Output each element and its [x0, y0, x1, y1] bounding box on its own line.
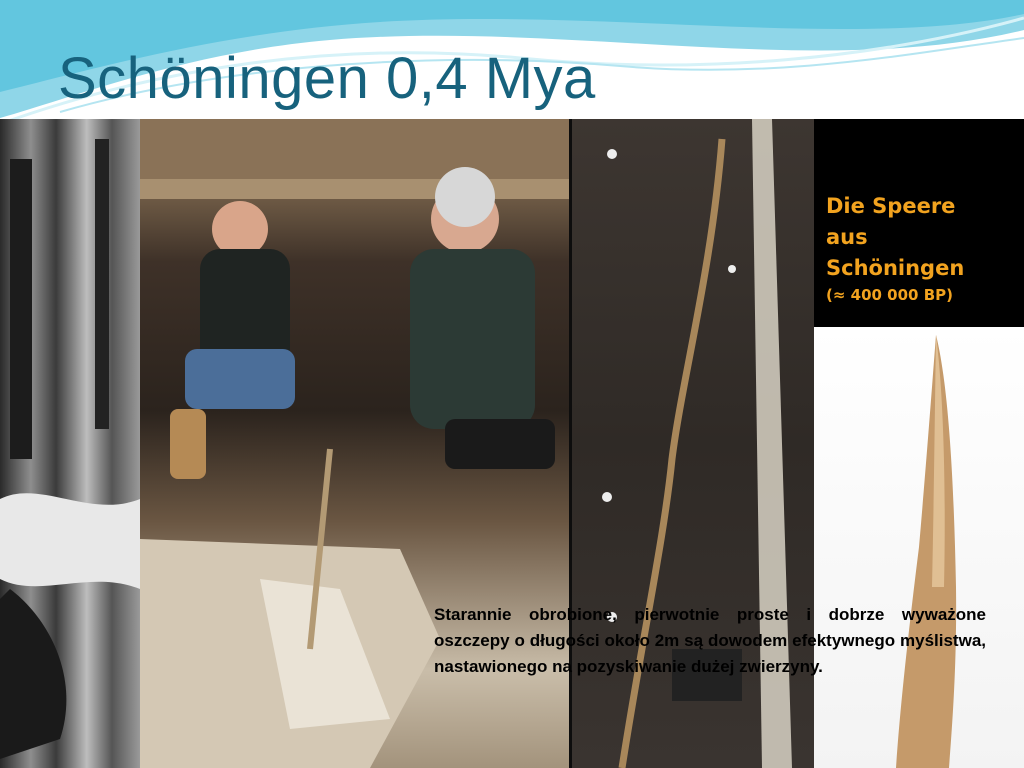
- label-line-2: aus: [826, 225, 868, 249]
- person-right: [410, 167, 555, 469]
- slide-caption: Starannie obrobione, pierwotnie proste i dobrze wyważone oszczepy o długości około 2m są dowodem efektywnego myślistwa, nastawionego na pozyskiwanie dużej zwierzyny.: [434, 605, 986, 676]
- person-left: [170, 201, 295, 479]
- label-line-1: Die Speere: [826, 194, 956, 218]
- label-line-3: Schöningen: [826, 256, 965, 280]
- archive-photo-left: [0, 119, 140, 768]
- slide-title: Schöningen 0,4 Mya: [58, 46, 596, 111]
- spear-tip-photo: [814, 327, 1024, 768]
- spear-info-label: [814, 119, 1024, 327]
- label-line-4: (≈ 400 000 BP): [826, 286, 953, 304]
